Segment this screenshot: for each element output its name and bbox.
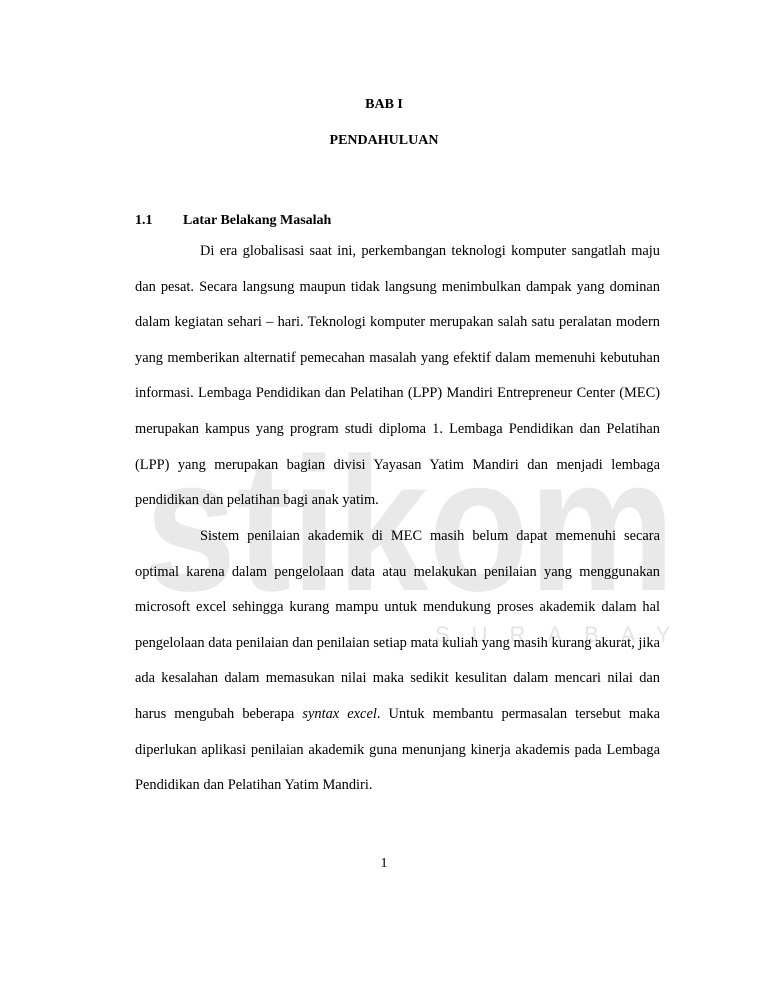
page-number: 1 bbox=[380, 856, 388, 871]
paragraph-2 bbox=[135, 519, 660, 804]
watermark-main-text: stikom bbox=[145, 420, 675, 631]
section-title: Latar Belakang Masalah bbox=[183, 213, 332, 228]
watermark-sub-text: SURABAY bbox=[435, 622, 685, 647]
section-heading bbox=[135, 213, 331, 229]
paragraph-2-text-start: Sistem penilaian akademik di MEC masih belum dapat memenuhi secara optimal karena dalam pengelolaan data atau melakukan penilaian yang menggunakan microsoft excel sehingga kurang mampu untuk mendukung proses akademik dalam hal pengelolaan data penilaian dan penilaian setiap mata kuliah yang masih kurang akurat, jika ada kesalahan dalam memasukan nilai maka sedikit kesulitan dalam mencari nilai dan harus mengubah beberapa bbox=[135, 528, 660, 722]
section-number: 1.1 bbox=[135, 213, 153, 228]
paragraph-2-text-end: . Untuk membantu permasalan tersebut maka diperlukan aplikasi penilaian akademik guna menunjang kinerja akademis pada Lembaga Pendidikan dan Pelatihan Yatim Mandiri. bbox=[135, 705, 660, 794]
chapter-title: PENDAHULUAN bbox=[329, 133, 439, 148]
chapter-number: BAB I bbox=[365, 97, 403, 112]
paragraph-1: Di era globalisasi saat ini, perkembangan teknologi komputer sangatlah maju dan pesat. Secara langsung maupun tidak langsung menimbulkan dampak yang dominan dalam kegiatan sehari – hari. Teknologi komputer merupakan salah satu peralatan modern yang memberikan alternatif pemecahan masalah yang efektif dalam memenuhi kebutuhan informasi. Lembaga Pendidikan dan Pelatihan (LPP) Mandiri Entrepreneur Center (MEC) merupakan kampus yang program studi diploma 1. Lembaga Pendidikan dan Pelatihan (LPP) yang merupakan bagian divisi Yayasan Yatim Mandiri dan menjadi lembaga pendidikan dan pelatihan bagi anak yatim. bbox=[135, 243, 660, 509]
paragraph-2-italic-term: syntax excel bbox=[302, 705, 377, 722]
